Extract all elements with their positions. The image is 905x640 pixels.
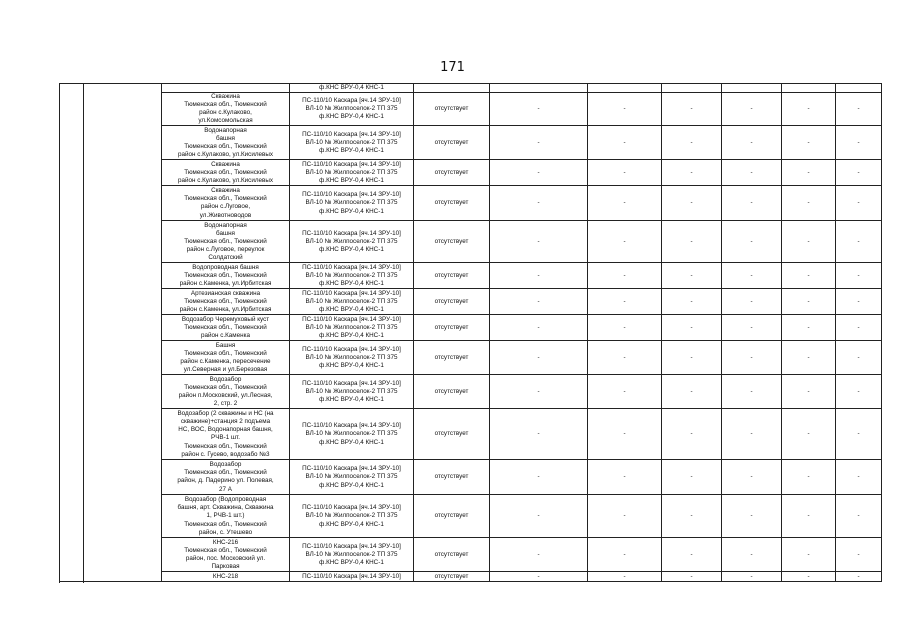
power-line-line: ВЛ-10 № Жилпоселок-2 ТП 375 xyxy=(305,105,398,113)
value-cell: - xyxy=(662,409,722,460)
value-cell: - xyxy=(588,341,662,375)
value-cell: - xyxy=(722,495,782,538)
value-cell: - xyxy=(722,538,782,572)
status-cell xyxy=(414,84,490,93)
value-cell: - xyxy=(662,263,722,289)
value-cell xyxy=(782,84,836,93)
value-cell: - xyxy=(588,495,662,538)
power-line-line: ВЛ-10 № Жилпоселок-2 ТП 375 xyxy=(305,512,398,520)
object-name-line: район с.Луговое, переулок xyxy=(186,246,265,254)
object-name-line: Солдатский xyxy=(208,254,243,262)
power-line-line: ПС-110/10 Каскара [яч.14 ЗРУ-10] xyxy=(302,542,401,550)
power-line-line: ПС-110/10 Каскара [яч.14 ЗРУ-10] xyxy=(302,345,401,353)
value-cell: - xyxy=(836,460,882,495)
object-name-line: 2, стр. 2 xyxy=(213,400,238,408)
power-line-line: ф.КНС ВРУ-0,4 КНС-1 xyxy=(319,207,384,215)
power-line-line: ПС-110/10 Каскара [яч.14 ЗРУ-10] xyxy=(302,97,401,105)
power-line-line: ф.КНС ВРУ-0,4 КНС-1 xyxy=(319,113,384,121)
power-line-line: ПС-110/10 Каскара [яч.14 ЗРУ-10] xyxy=(302,289,401,297)
power-line-cell xyxy=(290,263,414,289)
power-line-cell xyxy=(290,93,414,126)
power-line-line: ВЛ-10 № Жилпоселок-2 ТП 375 xyxy=(305,297,398,305)
power-line-line: ф.КНС ВРУ-0,4 КНС-1 xyxy=(319,332,384,340)
power-line-line: ПС-110/10 Каскара [яч.14 ЗРУ-10] xyxy=(302,315,401,323)
column-category-cell xyxy=(84,84,162,582)
value-cell: - xyxy=(662,341,722,375)
object-name-line: Тюменская обл., Тюменский xyxy=(184,349,267,357)
object-name-line: Тюменская обл., Тюменский xyxy=(184,101,267,109)
value-cell: - xyxy=(722,315,782,341)
object-name-line: Водозабор (2 скважины и НС (на xyxy=(177,410,274,418)
value-cell: - xyxy=(490,126,588,160)
object-name-cell xyxy=(162,409,290,460)
power-line-line: ВЛ-10 № Жилпоселок-2 ТП 375 xyxy=(305,138,398,146)
value-cell: - xyxy=(722,93,782,126)
power-line-cell xyxy=(290,289,414,315)
value-cell: - xyxy=(490,315,588,341)
object-name-line: Тюменская обл., Тюменский xyxy=(184,271,267,279)
power-line-cell xyxy=(290,341,414,375)
value-cell xyxy=(588,84,662,93)
power-line-line: ф.КНС ВРУ-0,4 КНС-1 xyxy=(319,559,384,567)
power-line-line: ПС-110/10 Каскара [яч.14 ЗРУ-10] xyxy=(302,160,401,168)
value-cell: - xyxy=(782,341,836,375)
value-cell: - xyxy=(782,126,836,160)
object-name-cell xyxy=(162,341,290,375)
power-line-cell xyxy=(290,315,414,341)
power-line-cell xyxy=(290,495,414,538)
value-cell: - xyxy=(662,289,722,315)
object-name-line: 27 А xyxy=(219,485,232,493)
value-cell: - xyxy=(662,126,722,160)
power-line-line: ф.КНС ВРУ-0,4 КНС-1 xyxy=(319,177,384,185)
value-cell: - xyxy=(490,221,588,263)
object-name-line: Водозабор xyxy=(209,461,242,469)
power-line-line: ПС-110/10 Каскара [яч.14 ЗРУ-10] xyxy=(302,572,401,580)
power-line-cell xyxy=(290,538,414,572)
value-cell: - xyxy=(782,221,836,263)
table-row-continuation xyxy=(60,84,882,93)
value-cell: - xyxy=(588,460,662,495)
table-row xyxy=(60,538,882,572)
power-line-line: ВЛ-10 № Жилпоселок-2 ТП 375 xyxy=(305,387,398,395)
power-line-line: ВЛ-10 № Жилпоселок-2 ТП 375 xyxy=(305,168,398,176)
power-line-line: ПС-110/10 Каскара [яч.14 ЗРУ-10] xyxy=(302,229,401,237)
object-name-line: район с.Кулаково, ул.Кисилевых xyxy=(177,151,274,159)
object-name-line: район с.Каменка, ул.Ирбитская xyxy=(179,306,272,314)
value-cell: - xyxy=(836,186,882,221)
power-line-cell xyxy=(290,572,414,582)
power-line-line: ВЛ-10 № Жилпоселок-2 ТП 375 xyxy=(305,430,398,438)
object-name-line: Водозабор xyxy=(209,375,242,383)
value-cell: - xyxy=(490,409,588,460)
status-cell: отсутствует xyxy=(414,93,490,126)
power-line-line: ф.КНС ВРУ-0,4 КНС-1 xyxy=(319,306,384,314)
status-cell: отсутствует xyxy=(414,315,490,341)
power-line-line: ф.КНС ВРУ-0,4 КНС-1 xyxy=(319,280,384,288)
power-line-line: ВЛ-10 № Жилпоселок-2 ТП 375 xyxy=(305,271,398,279)
table-row xyxy=(60,460,882,495)
power-line-line: ф.КНС ВРУ-0,4 КНС-1 xyxy=(319,396,384,404)
table-row xyxy=(60,263,882,289)
table-row xyxy=(60,341,882,375)
value-cell: - xyxy=(722,572,782,582)
object-name-cell xyxy=(162,315,290,341)
object-name-line: ул.Животноводов xyxy=(199,211,252,219)
object-name-line: башня xyxy=(216,134,235,142)
object-name-line: Башня xyxy=(215,341,236,349)
value-cell: - xyxy=(836,126,882,160)
value-cell: - xyxy=(782,160,836,186)
power-line-cell xyxy=(290,126,414,160)
value-cell: - xyxy=(722,409,782,460)
object-name-line: район с.Каменка xyxy=(200,332,251,340)
value-cell: - xyxy=(722,460,782,495)
value-cell: - xyxy=(836,93,882,126)
value-cell: - xyxy=(782,572,836,582)
value-cell: - xyxy=(588,315,662,341)
object-name-line: ул.Северная и ул.Березовая xyxy=(183,366,268,374)
object-name-line: Водопроводная башня xyxy=(192,263,259,271)
power-line-line: ПС-110/10 Каскара [яч.14 ЗРУ-10] xyxy=(302,263,401,271)
value-cell: - xyxy=(836,263,882,289)
value-cell: - xyxy=(836,341,882,375)
table-row xyxy=(60,186,882,221)
value-cell: - xyxy=(662,221,722,263)
object-name-line: башня, арт. Скважина, Скважина xyxy=(177,504,274,512)
object-name-line: Тюменская обл., Тюменский xyxy=(184,520,267,528)
table-row xyxy=(60,126,882,160)
object-name-line: ул.Комсомольская xyxy=(198,117,253,125)
value-cell: - xyxy=(782,289,836,315)
object-name-cell xyxy=(162,289,290,315)
value-cell xyxy=(722,84,782,93)
status-cell: отсутствует xyxy=(414,126,490,160)
status-cell: отсутствует xyxy=(414,186,490,221)
object-name-cell xyxy=(162,84,290,93)
value-cell: - xyxy=(722,263,782,289)
value-cell: - xyxy=(782,495,836,538)
value-cell: - xyxy=(722,289,782,315)
table-row xyxy=(60,315,882,341)
power-line-line: ПС-110/10 Каскара [яч.14 ЗРУ-10] xyxy=(302,504,401,512)
object-name-line: башня xyxy=(216,229,235,237)
object-name-line: Водонапорная xyxy=(204,126,247,134)
page-number: 171 xyxy=(440,60,465,75)
power-line-line: ВЛ-10 № Жилпоселок-2 ТП 375 xyxy=(305,550,398,558)
power-line-line: ПС-110/10 Каскара [яч.14 ЗРУ-10] xyxy=(302,465,401,473)
power-line-cell xyxy=(290,409,414,460)
object-name-cell xyxy=(162,186,290,221)
value-cell: - xyxy=(490,93,588,126)
object-name-line: Водозабор (Водопроводная xyxy=(184,496,267,504)
value-cell: - xyxy=(782,93,836,126)
value-cell: - xyxy=(782,263,836,289)
object-name-line: Тюменская обл., Тюменский xyxy=(184,383,267,391)
status-cell: отсутствует xyxy=(414,375,490,409)
value-cell: - xyxy=(588,409,662,460)
object-name-line: район с.Кулаково, xyxy=(199,109,252,117)
object-name-line: КНС-218 xyxy=(212,572,239,580)
power-line-line: ПС-110/10 Каскара [яч.14 ЗРУ-10] xyxy=(302,379,401,387)
object-name-line: район, д. Падерино ул. Полевая, xyxy=(177,477,274,485)
table-row xyxy=(60,93,882,126)
table-body xyxy=(60,84,882,582)
value-cell: - xyxy=(662,160,722,186)
data-table xyxy=(59,83,882,582)
object-name-line: Тюменская обл., Тюменский xyxy=(184,546,267,554)
value-cell: - xyxy=(588,538,662,572)
value-cell xyxy=(662,84,722,93)
object-name-line: район с. Гусево, водозабо №3 xyxy=(181,450,270,458)
value-cell: - xyxy=(836,221,882,263)
object-name-cell xyxy=(162,538,290,572)
value-cell: - xyxy=(588,221,662,263)
status-cell: отсутствует xyxy=(414,221,490,263)
power-line-line: ВЛ-10 № Жилпоселок-2 ТП 375 xyxy=(305,199,398,207)
value-cell: - xyxy=(490,186,588,221)
value-cell: - xyxy=(782,460,836,495)
value-cell: - xyxy=(722,160,782,186)
value-cell: - xyxy=(662,375,722,409)
table-row xyxy=(60,572,882,582)
value-cell: - xyxy=(836,409,882,460)
object-name-line: Артезианская скважина xyxy=(190,289,261,297)
status-cell: отсутствует xyxy=(414,160,490,186)
value-cell: - xyxy=(588,289,662,315)
object-name-line: район с.Каменка, пересечение xyxy=(180,357,271,365)
power-line-line: ф.КНС ВРУ-0,4 КНС-1 xyxy=(319,147,384,155)
value-cell: - xyxy=(490,375,588,409)
object-name-line: район с.Луговое, xyxy=(200,203,251,211)
table-row xyxy=(60,289,882,315)
power-line-cell xyxy=(290,221,414,263)
power-line-line: ВЛ-10 № Жилпоселок-2 ТП 375 xyxy=(305,323,398,331)
value-cell: - xyxy=(490,341,588,375)
object-name-cell xyxy=(162,375,290,409)
object-name-line: НС, ВОС, Водонапорная башня, xyxy=(178,426,273,434)
value-cell: - xyxy=(782,538,836,572)
table-row xyxy=(60,375,882,409)
object-name-line: Скважина xyxy=(211,93,240,101)
status-cell: отсутствует xyxy=(414,495,490,538)
value-cell: - xyxy=(490,572,588,582)
object-name-line: Тюменская обл., Тюменский xyxy=(184,323,267,331)
table-row xyxy=(60,409,882,460)
object-name-line: РЧВ-1 шт. xyxy=(211,434,240,442)
value-cell: - xyxy=(662,315,722,341)
status-cell: отсутствует xyxy=(414,538,490,572)
value-cell: - xyxy=(836,375,882,409)
value-cell xyxy=(836,84,882,93)
status-cell: отсутствует xyxy=(414,460,490,495)
object-name-line: Водозабор Черемуховый куст xyxy=(181,315,270,323)
value-cell: - xyxy=(836,289,882,315)
value-cell: - xyxy=(722,186,782,221)
power-line-cell xyxy=(290,460,414,495)
value-cell: - xyxy=(836,538,882,572)
value-cell xyxy=(490,84,588,93)
value-cell: - xyxy=(490,495,588,538)
column-number-cell xyxy=(60,84,84,582)
power-line-line: ПС-110/10 Каскара [яч.14 ЗРУ-10] xyxy=(302,422,401,430)
value-cell: - xyxy=(588,186,662,221)
object-name-line: Тюменская обл., Тюменский xyxy=(184,195,267,203)
value-cell: - xyxy=(836,572,882,582)
value-cell: - xyxy=(490,289,588,315)
value-cell: - xyxy=(588,160,662,186)
object-name-line: район, пос. Московский ул. xyxy=(185,554,266,562)
object-name-line: район п.Московский, ул.Лесная, xyxy=(178,391,273,399)
power-line-line: ПС-110/10 Каскара [яч.14 ЗРУ-10] xyxy=(302,130,401,138)
object-name-cell xyxy=(162,495,290,538)
power-line-line: ф.КНС ВРУ-0,4 КНС-1 xyxy=(319,362,384,370)
power-line-cell xyxy=(290,375,414,409)
object-name-line: Тюменская обл., Тюменский xyxy=(184,297,267,305)
value-cell: - xyxy=(782,409,836,460)
status-cell: отсутствует xyxy=(414,289,490,315)
table-row xyxy=(60,160,882,186)
status-cell: отсутствует xyxy=(414,572,490,582)
value-cell: - xyxy=(662,495,722,538)
power-line-cell: ф.КНС ВРУ-0,4 КНС-1 xyxy=(290,84,414,93)
value-cell: - xyxy=(836,160,882,186)
object-name-cell xyxy=(162,263,290,289)
value-cell: - xyxy=(662,93,722,126)
object-name-cell xyxy=(162,460,290,495)
value-cell: - xyxy=(490,460,588,495)
object-name-line: Водонапорная xyxy=(204,221,247,229)
object-name-line: Парковая xyxy=(211,563,240,571)
object-name-line: Тюменская обл., Тюменский xyxy=(184,237,267,245)
object-name-cell xyxy=(162,160,290,186)
object-name-line: Тюменская обл., Тюменский xyxy=(184,469,267,477)
table-row xyxy=(60,495,882,538)
value-cell: - xyxy=(662,186,722,221)
value-cell: - xyxy=(782,315,836,341)
value-cell: - xyxy=(490,263,588,289)
power-line-line: ПС-110/10 Каскара [яч.14 ЗРУ-10] xyxy=(302,191,401,199)
value-cell: - xyxy=(722,375,782,409)
object-name-line: район с.Кулаково, ул.Кисилевых xyxy=(177,177,274,185)
power-line-line: ф.КНС ВРУ-0,4 КНС-1 xyxy=(319,481,384,489)
value-cell: - xyxy=(836,495,882,538)
power-line-line: ф.КНС ВРУ-0,4 КНС-1 xyxy=(319,520,384,528)
power-line-line: ВЛ-10 № Жилпоселок-2 ТП 375 xyxy=(305,237,398,245)
value-cell: - xyxy=(588,375,662,409)
object-name-line: КНС-216 xyxy=(212,538,239,546)
object-name-cell xyxy=(162,572,290,582)
value-cell: - xyxy=(588,263,662,289)
power-line-line: ВЛ-10 № Жилпоселок-2 ТП 375 xyxy=(305,353,398,361)
object-name-cell xyxy=(162,126,290,160)
object-name-line: Скважина xyxy=(211,187,240,195)
value-cell: - xyxy=(722,341,782,375)
value-cell: - xyxy=(588,572,662,582)
table-row xyxy=(60,221,882,263)
object-name-line: скважине)+станция 2 подъема xyxy=(180,418,271,426)
power-line-line: ф.КНС ВРУ-0,4 КНС-1 xyxy=(319,246,384,254)
value-cell: - xyxy=(722,221,782,263)
value-cell: - xyxy=(662,538,722,572)
object-name-line: Скважина xyxy=(211,160,240,168)
value-cell: - xyxy=(782,375,836,409)
object-name-line: район с.Каменка, ул.Ирбитская xyxy=(179,280,272,288)
power-line-line: ВЛ-10 № Жилпоселок-2 ТП 375 xyxy=(305,473,398,481)
object-name-line: Тюменская обл., Тюменский xyxy=(184,442,267,450)
value-cell: - xyxy=(782,186,836,221)
power-line-line: ф.КНС ВРУ-0,4 КНС-1 xyxy=(319,438,384,446)
power-line-cell xyxy=(290,160,414,186)
status-cell: отсутствует xyxy=(414,409,490,460)
object-name-line: район, с. Утешево xyxy=(198,528,253,536)
object-name-cell xyxy=(162,93,290,126)
value-cell: - xyxy=(722,126,782,160)
object-name-line: 1, РЧВ-1 шт.) xyxy=(206,512,245,520)
value-cell: - xyxy=(662,572,722,582)
value-cell: - xyxy=(588,126,662,160)
value-cell: - xyxy=(662,460,722,495)
object-name-line: Тюменская обл., Тюменский xyxy=(184,168,267,176)
power-line-cell xyxy=(290,186,414,221)
value-cell: - xyxy=(836,315,882,341)
object-name-line: Тюменская обл., Тюменский xyxy=(184,142,267,150)
status-cell: отсутствует xyxy=(414,263,490,289)
value-cell: - xyxy=(490,538,588,572)
object-name-cell xyxy=(162,221,290,263)
value-cell: - xyxy=(490,160,588,186)
status-cell: отсутствует xyxy=(414,341,490,375)
value-cell: - xyxy=(588,93,662,126)
